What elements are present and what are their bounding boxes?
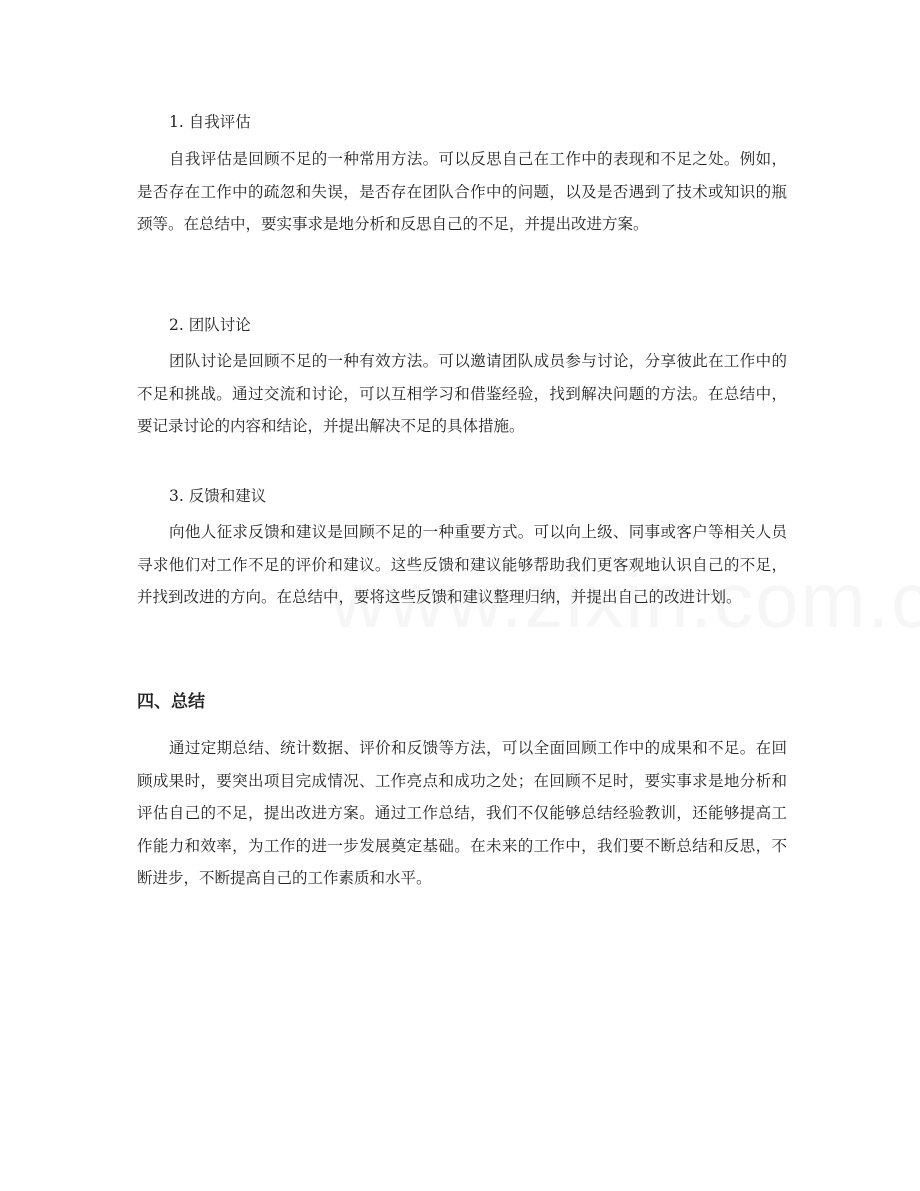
section-body-summary: 通过定期总结、统计数据、评价和反馈等方法，可以全面回顾工作中的成果和不足。在回顾成果时，要突出项目完成情况、工作亮点和成功之处；在回顾不足时，要实事求是地分析和评估自己的不足，提出改进方案。通过工作总结，我们不仅能够总结经验教训，还能够提高工作能力和效率，为工作的进一步发展奠定基础。在未来的工作中，我们要不断总结和反思，不断进步，不断提高自己的工作素质和水平。 <box>137 739 787 887</box>
item-title-self-assessment: 1. 自我评估 <box>169 113 251 131</box>
item-title-feedback: 3. 反馈和建议 <box>169 487 267 505</box>
item-body-team-discussion: 团队讨论是回顾不足的一种有效方法。可以邀请团队成员参与讨论，分享彼此在工作中的不足和挑战。通过交流和讨论，可以互相学习和借鉴经验，找到解决问题的方法。在总结中，要记录讨论的内容和结论，并提出解决不足的具体措施。 <box>137 352 787 435</box>
section-title-summary: 四、总结 <box>137 692 205 712</box>
item-body-self-assessment: 自我评估是回顾不足的一种常用方法。可以反思自己在工作中的表现和不足之处。例如，是否存在工作中的疏忽和失误，是否存在团队合作中的问题，以及是否遇到了技术或知识的瓶颈等。在总结中，要实事求是地分析和反思自己的不足，并提出改进方案。 <box>137 150 787 233</box>
item-title-team-discussion: 2. 团队讨论 <box>169 316 251 334</box>
item-body-feedback: 向他人征求反馈和建议是回顾不足的一种重要方式。可以向上级、同事或客户等相关人员寻求他们对工作不足的评价和建议。这些反馈和建议能够帮助我们更客观地认识自己的不足，并找到改进的方向。在总结中，要将这些反馈和建议整理归纳，并提出自己的改进计划。 <box>137 523 787 606</box>
